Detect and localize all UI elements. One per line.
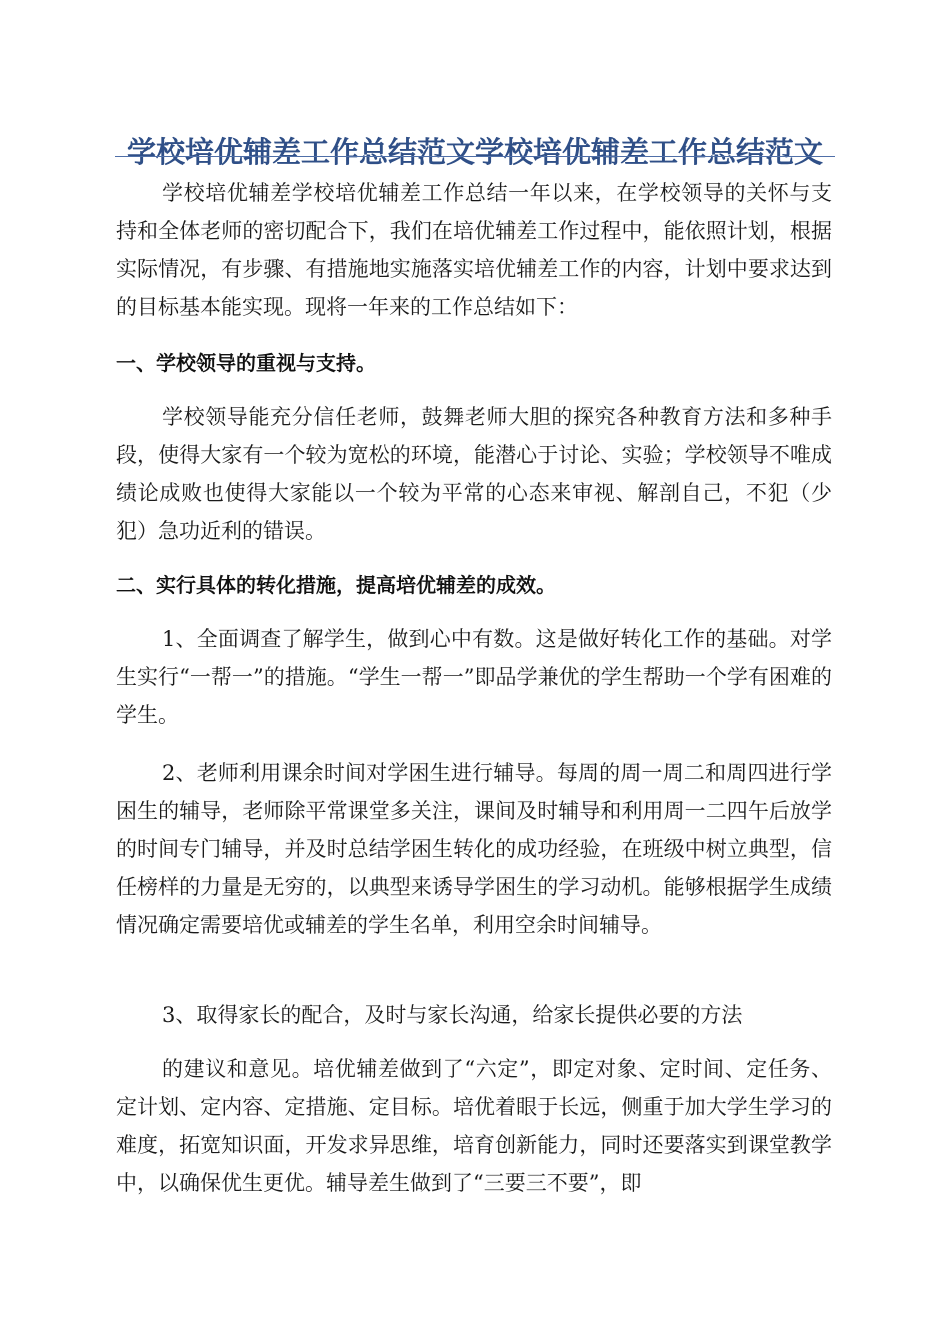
measure-1-paragraph: 1、全面调查了解学生，做到心中有数。这是做好转化工作的基础。对学生实行“一帮一”的措施。“学生一帮一”即品学兼优的学生帮助一个学有困难的学生。 [116,627,832,727]
section-1-paragraph: 学校领导能充分信任老师，鼓舞老师大胆的探究各种教育方法和多种手段，使得大家有一个较为宽松的环境，能潜心于讨论、实验；学校领导不唯成绩论成败也使得大家能以一个较为平常的心态来审视、解剖自己，不犯（少犯）急功近利的错误。 [116,405,832,543]
measure-2-paragraph: 2、老师利用课余时间对学困生进行辅导。每周的周一周二和周四进行学困生的辅导，老师除平常课堂多关注，课间及时辅导和利用周一二四午后放学的时间专门辅导，并及时总结学困生转化的成功经验，在班级中树立典型，信任榜样的力量是无穷的，以典型来诱导学困生的学习动机。能够根据学生成绩情况确定需要培优或辅差的学生名单，利用空余时间辅导。 [116,761,832,937]
section-heading-2: 二、实行具体的转化措施，提高培优辅差的成效。 [116,573,556,597]
title-underline [115,156,835,157]
section-heading-1: 一、学校领导的重视与支持。 [116,351,376,375]
measure-3-paragraph: 3、取得家长的配合，及时与家长沟通，给家长提供必要的方法 [162,1003,743,1027]
document-title: 学校培优辅差工作总结范文学校培优辅差工作总结范文 [126,135,823,170]
intro-paragraph: 学校培优辅差学校培优辅差工作总结一年以来，在学校领导的关怀与支持和全体老师的密切配合下，我们在培优辅差工作过程中，能依照计划，根据实际情况，有步骤、有措施地实施落实培优辅差工作的内容，计划中要求达到的目标基本能实现。现将一年来的工作总结如下： [116,181,832,319]
measure-3-continuation-paragraph: 的建议和意见。培优辅差做到了“六定”，即定对象、定时间、定任务、定计划、定内容、定措施、定目标。培优着眼于长远，侧重于加大学生学习的难度，拓宽知识面，开发求异思维，培育创新能力，同时还要落实到课堂教学中，以确保优生更优。辅导差生做到了“三要三不要”，即 [116,1057,832,1195]
